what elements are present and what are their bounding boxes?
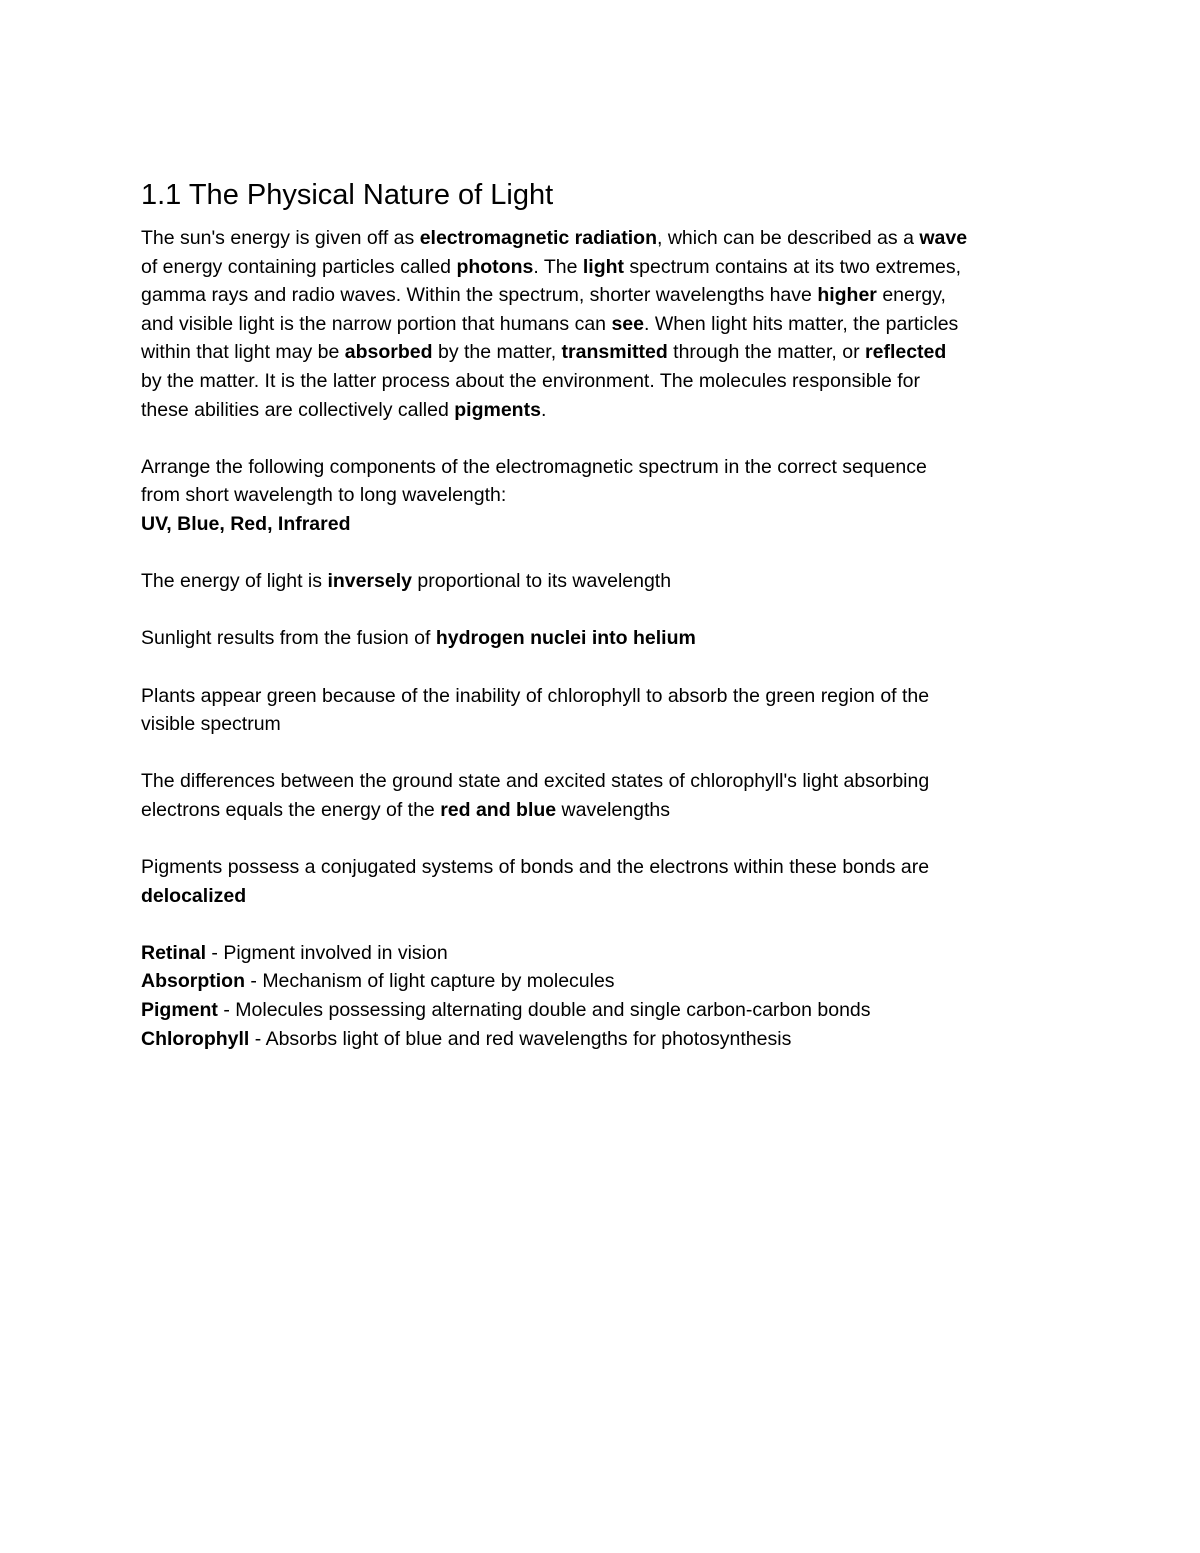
intro-line-3: gamma rays and radio waves. Within the spectrum, shorter wavelengths have higher energy, xyxy=(141,284,946,307)
definition-item xyxy=(141,996,1066,1025)
term-photons: photons xyxy=(456,255,534,278)
pigments-paragraph xyxy=(141,853,1066,910)
arrange-paragraph xyxy=(141,453,1066,539)
page-title: 1.1 The Physical Nature of Light xyxy=(141,179,554,211)
term-light: light xyxy=(582,255,625,278)
definition-term: Chlorophyll xyxy=(141,1027,250,1050)
term-delocalized: delocalized xyxy=(141,884,247,907)
definition-item xyxy=(141,967,1066,996)
arrange-line-2: from short wavelength to long wavelength: xyxy=(141,484,507,507)
pigments-line-1: Pigments possess a conjugated systems of bonds and the electrons within these bonds are xyxy=(141,856,930,879)
intro-line-4: and visible light is the narrow portion that humans can see. When light hits matter, the particles xyxy=(141,312,959,335)
definition-item xyxy=(141,939,1066,968)
definition-text: - Mechanism of light capture by molecules xyxy=(244,970,615,993)
term-electromagnetic-radiation: electromagnetic radiation xyxy=(419,227,658,249)
definitions-list xyxy=(141,939,1066,1053)
definition-term: Retinal xyxy=(141,941,207,964)
document-page xyxy=(141,176,1066,1082)
term-higher: higher xyxy=(817,284,877,307)
intro-line-7: these abilities are collectively called pigments. xyxy=(141,398,547,421)
intro-line-2: of energy containing particles called photons. The light spectrum contains at its two extremes, xyxy=(141,255,962,278)
definition-text: - Pigment involved in vision xyxy=(206,941,448,964)
definition-text: - Molecules possessing alternating double and single carbon-carbon bonds xyxy=(217,999,871,1022)
differences-paragraph xyxy=(141,767,1066,824)
term-red-and-blue: red and blue xyxy=(440,798,557,821)
differences-line-2: electrons equals the energy of the red and blue wavelengths xyxy=(141,798,670,821)
energy-paragraph: The energy of light is inversely proportional to its wavelength xyxy=(141,570,672,593)
definition-term: Absorption xyxy=(141,970,245,993)
term-transmitted: transmitted xyxy=(561,341,668,364)
definition-item xyxy=(141,1025,1066,1054)
plants-line-1: Plants appear green because of the inability of chlorophyll to absorb the green region of the xyxy=(141,684,930,707)
definition-text: - Absorbs light of blue and red wavelengths for photosynthesis xyxy=(249,1027,792,1050)
definition-term: Pigment xyxy=(141,999,218,1022)
term-inversely: inversely xyxy=(327,570,412,593)
intro-line-6: by the matter. It is the latter process about the environment. The molecules responsible for xyxy=(141,369,920,392)
arrange-answer: UV, Blue, Red, Infrared xyxy=(141,512,351,535)
plants-line-2: visible spectrum xyxy=(141,713,281,736)
term-see: see xyxy=(611,312,644,335)
term-absorbed: absorbed xyxy=(344,341,433,364)
term-reflected: reflected xyxy=(865,341,947,364)
differences-line-1: The differences between the ground state and excited states of chlorophyll's light absorbing xyxy=(141,770,930,793)
plants-paragraph xyxy=(141,682,1066,739)
intro-line-5: within that light may be absorbed by the matter, transmitted through the matter, or reflected xyxy=(141,341,947,364)
term-wave: wave xyxy=(919,227,968,249)
sunlight-paragraph: Sunlight results from the fusion of hydrogen nuclei into helium xyxy=(141,627,696,650)
intro-paragraph xyxy=(141,224,1066,424)
arrange-line-1: Arrange the following components of the electromagnetic spectrum in the correct sequence xyxy=(141,455,927,478)
intro-line-1: The sun's energy is given off as electromagnetic radiation, which can be described as a wave xyxy=(141,227,968,249)
term-hydrogen-nuclei: hydrogen nuclei into helium xyxy=(435,627,696,650)
term-pigments: pigments xyxy=(454,398,541,421)
